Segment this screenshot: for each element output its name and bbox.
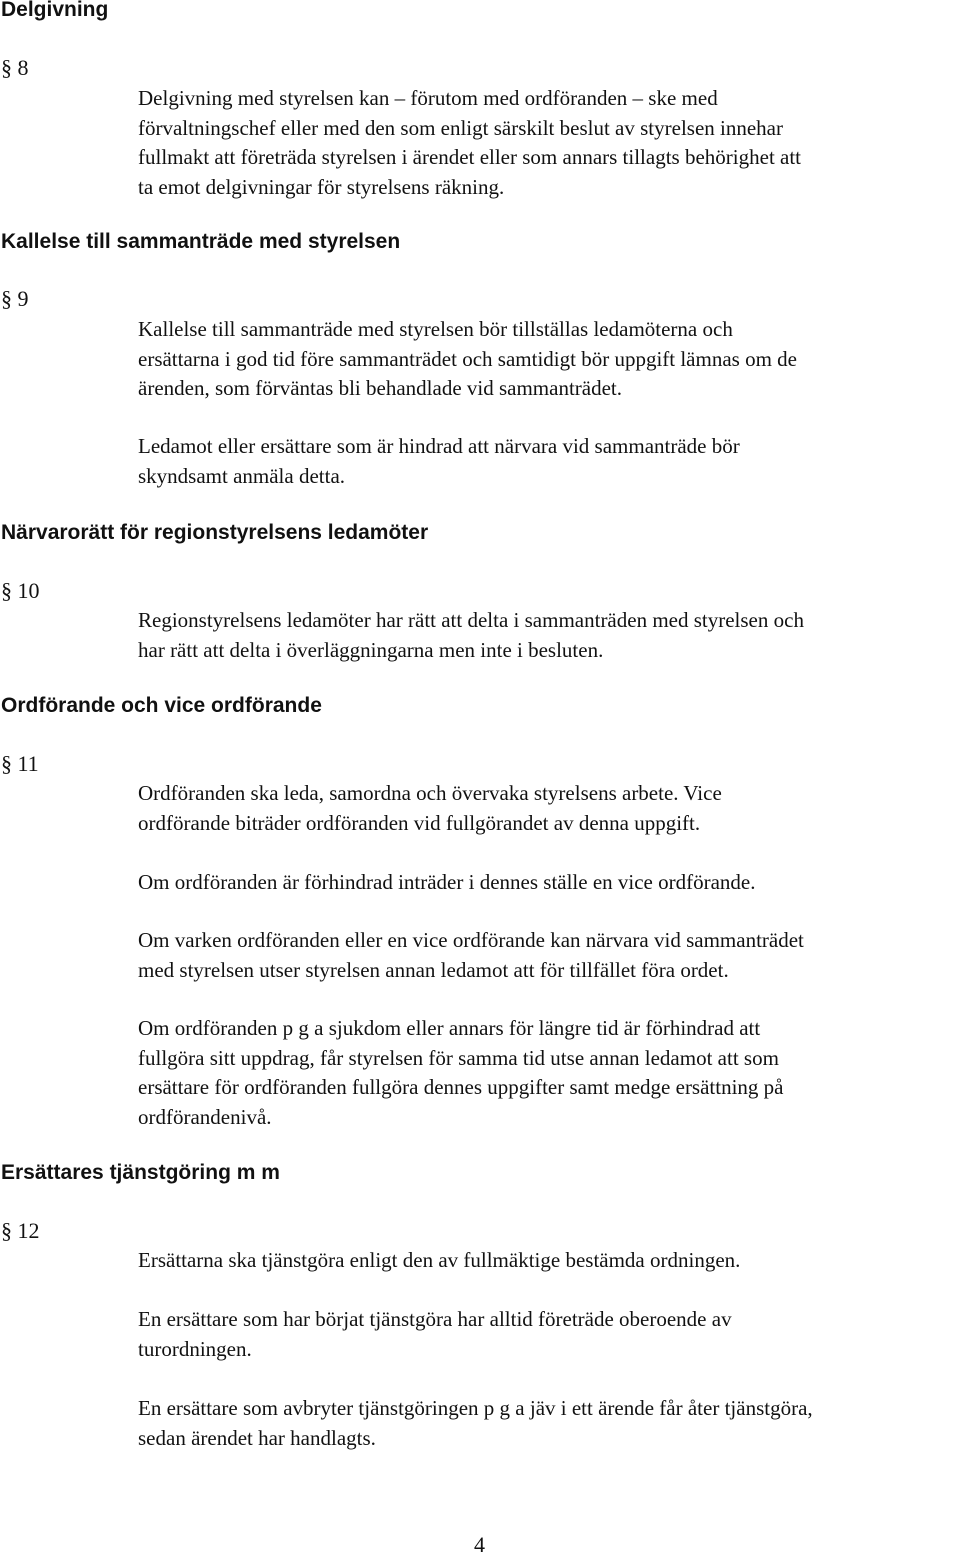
text-line: Ledamot eller ersättare som är hindrad att närvara vid sammanträde bör	[138, 434, 740, 458]
section-heading-narvarorätt: Närvarorätt för regionstyrelsens ledamöter	[1, 521, 429, 544]
paragraph-ordforande-4	[138, 1014, 960, 1132]
paragraph-anmalan	[138, 432, 960, 491]
paragraph-ordforande-3	[138, 926, 960, 985]
text-line: förvaltningschef eller med den som enligt särskilt beslut av styrelsen innehar	[138, 115, 783, 140]
text-line: med styrelsen utser styrelsen annan ledamot att för tillfället föra ordet.	[138, 957, 729, 982]
text-line: turordningen.	[138, 1336, 252, 1361]
text-line: ersättarna i god tid före sammanträdet och samtidigt bör uppgift lämnas om de	[138, 346, 797, 371]
text-line: fullgöra sitt uppdrag, får styrelsen för samma tid utse annan ledamot att som	[138, 1045, 779, 1070]
section-heading-ersattare: Ersättares tjänstgöring m m	[1, 1161, 280, 1184]
page-number: 4	[474, 1532, 485, 1557]
text-line: ta emot delgivningar för styrelsens räkning.	[138, 174, 505, 199]
text-line: fullmakt att företräda styrelsen i ärendet eller som annars tillagts behörighet att	[138, 145, 802, 169]
text-line: En ersättare som har börjat tjänstgöra har alltid företräde oberoende av	[138, 1307, 732, 1331]
paragraph-ordforande-2	[138, 868, 960, 898]
paragraph-delgivning	[138, 84, 960, 202]
text-line: Regionstyrelsens ledamöter har rätt att delta i sammanträden med styrelsen och	[138, 608, 804, 632]
text-line: ordförande biträder ordföranden vid fullgörandet av denna uppgift.	[138, 810, 701, 835]
paragraph-ersattare-2	[138, 1305, 960, 1364]
text-line: Ersättarna ska tjänstgöra enligt den av fullmäktige bestämda ordningen.	[138, 1248, 741, 1272]
section-number-12: § 12	[1, 1218, 40, 1243]
paragraph-ordforande-1	[138, 779, 960, 838]
section-number-10: § 10	[1, 578, 40, 603]
text-line: sedan ärendet har handlagts.	[138, 1425, 376, 1450]
text-line: ordförandenivå.	[138, 1104, 272, 1129]
text-line: ersättare för ordföranden fullgöra dennes uppgifter samt medge ersättning på	[138, 1075, 784, 1099]
paragraph-ersattare-1	[138, 1246, 960, 1276]
paragraph-narvarorätt	[138, 606, 960, 665]
text-line: Om ordföranden p g a sjukdom eller annars för längre tid är förhindrad att	[138, 1016, 761, 1040]
paragraph-kallelse	[138, 315, 960, 404]
text-line: Delgivning med styrelsen kan – förutom med ordföranden – ske med	[138, 86, 718, 110]
section-number-11: § 11	[1, 751, 39, 776]
text-line: Kallelse till sammanträde med styrelsen bör tillställas ledamöterna och	[138, 317, 733, 341]
section-number-8: § 8	[1, 55, 29, 80]
text-line: skyndsamt anmäla detta.	[138, 463, 346, 488]
section-heading-delgivning: Delgivning	[1, 0, 109, 21]
section-heading-ordforande: Ordförande och vice ordförande	[1, 694, 322, 717]
text-line: ärenden, som förväntas bli behandlade vid sammanträdet.	[138, 376, 623, 400]
paragraph-ersattare-3	[138, 1394, 960, 1453]
section-heading-kallelse: Kallelse till sammanträde med styrelsen	[1, 230, 401, 253]
text-line: Ordföranden ska leda, samordna och övervaka styrelsens arbete. Vice	[138, 781, 722, 805]
text-line: En ersättare som avbryter tjänstgöringen p g a jäv i ett ärende får åter tjänstgöra,	[138, 1396, 813, 1420]
text-line: Om ordföranden är förhindrad inträder i dennes ställe en vice ordförande.	[138, 870, 756, 894]
text-line: Om varken ordföranden eller en vice ordförande kan närvara vid sammanträdet	[138, 928, 804, 952]
section-number-9: § 9	[1, 286, 29, 311]
text-line: har rätt att delta i överläggningarna men inte i besluten.	[138, 637, 604, 662]
